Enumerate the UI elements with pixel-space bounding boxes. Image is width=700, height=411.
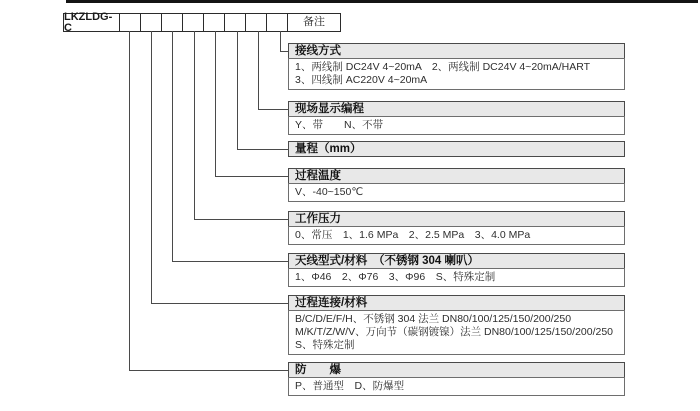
model-code-cell: LKZLDG-C: [63, 13, 120, 32]
section-working-pressure: [288, 211, 625, 245]
section-process-temperature: [288, 168, 625, 202]
section-options: [288, 226, 625, 245]
option-line: 1、两线制 DC24V 4~20mA 2、两线制 DC24V 4~20mA/HART: [295, 61, 591, 73]
option-line: S、特殊定制: [295, 339, 355, 351]
section-options: [288, 310, 625, 355]
section-wiring-method: [288, 43, 625, 90]
section-options: [288, 183, 625, 202]
option-line: 3、四线制 AC220V 4~20mA: [295, 74, 428, 86]
code-box: [140, 13, 162, 32]
section-title: 工作压力: [288, 211, 625, 227]
code-box: [266, 13, 288, 32]
section-antenna-type: [288, 253, 625, 287]
section-options: [288, 268, 625, 287]
option-line: P、普通型 D、防爆型: [295, 380, 405, 392]
option-line: 1、Φ46 2、Φ76 3、Φ96 S、特殊定制: [295, 271, 496, 283]
section-title: 防 爆: [288, 362, 625, 378]
section-options: [288, 377, 625, 396]
section-title: 量程（mm）: [288, 141, 625, 157]
option-line: 0、常压 1、1.6 MPa 2、2.5 MPa 3、4.0 MPa: [295, 229, 531, 241]
cropped-table-bottom-rule: [66, 0, 698, 3]
section-display-programming: [288, 101, 625, 135]
code-box: [182, 13, 204, 32]
section-title: 现场显示编程: [288, 101, 625, 117]
code-box: [161, 13, 183, 32]
section-title: 天线型式/材料 （不锈钢 304 喇叭）: [288, 253, 625, 269]
section-process-connection: [288, 295, 625, 355]
code-box: [245, 13, 267, 32]
section-title: 过程温度: [288, 168, 625, 184]
code-box: [203, 13, 225, 32]
code-box: [224, 13, 246, 32]
option-line: V、-40~150℃: [295, 186, 364, 198]
section-title: 过程连接/材料: [288, 295, 625, 311]
section-title: 接线方式: [288, 43, 625, 59]
section-options: [288, 116, 625, 135]
option-line: Y、带 N、不带: [295, 119, 384, 131]
option-line: M/K/T/Z/W/V、万向节（碳钢镀镍）法兰 DN80/100/125/150/200/250: [295, 326, 614, 338]
option-line: B/C/D/E/F/H、不锈钢 304 法兰 DN80/100/125/150/200/250: [295, 313, 572, 325]
remark-cell: 备注: [287, 13, 341, 32]
section-options: [288, 58, 625, 90]
code-box: [119, 13, 141, 32]
model-code-table: [63, 10, 341, 34]
section-range: [288, 141, 625, 157]
section-explosion-proof: [288, 362, 625, 396]
